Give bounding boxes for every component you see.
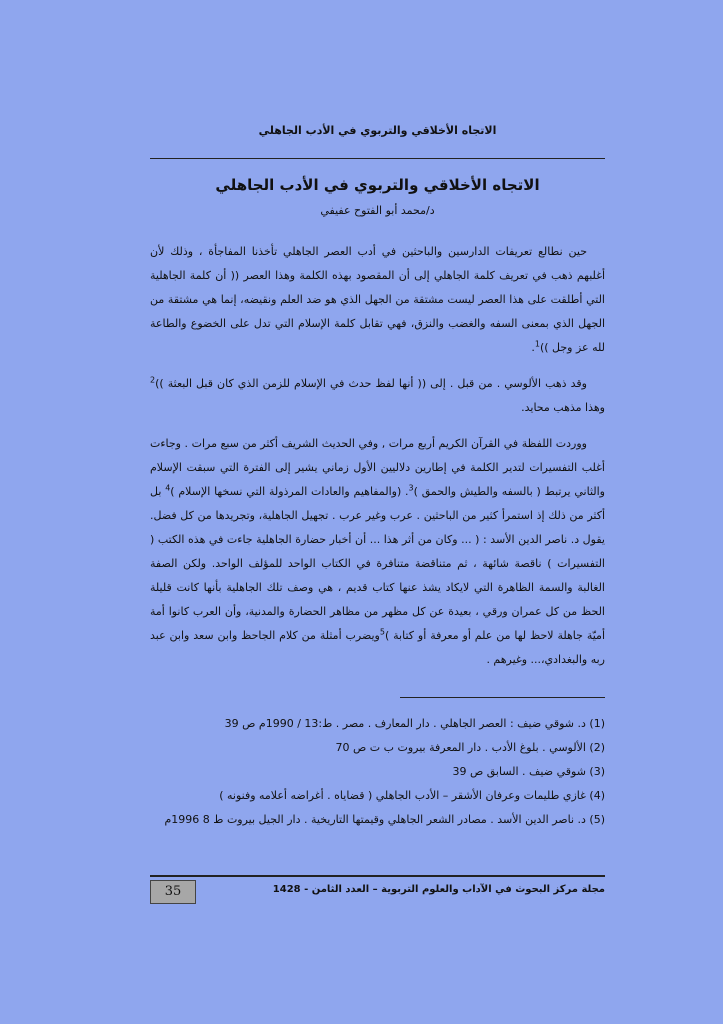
paragraph-text: بل أكثر من ذلك إذ استمرأ كثير من الباحثين . عرب وغير عرب . تجهيل الجاهلية، وتجريدها من كل فضل. يقول د. ناصر الدين الأسد : ( ... وكان من أثر هذا ... أن أخبار حضارة الجاهلية جاءت في هذه الكتب ( التفسيرات ) ناقصة شائهة ، ثم متناقضة متنافرة في الكتاب الواحد للمؤلف الواحد. ولكن الصفة الغالبة والسمة الظاهرة التي لايكاد يشذ عنها كتاب قديم ، هي وصف تلك الجاهلية بأنها كانت قليلة الحظ من كل عمران ورقي ، بعيدة عن كل مظهر من مظاهر الحضارة والمدنية، وأن العرب كانوا أمة أميّة جاهلة لاحظ لها من علم أو معرفة أو كتابة ): [150, 485, 605, 642]
paragraph-2: [150, 372, 605, 420]
page-footer: [150, 880, 605, 906]
paragraph-tail: . (والمفاهيم والعادات المرذولة التي نسخها الإسلام ): [170, 485, 409, 498]
footnote-ref-4: 4: [165, 483, 171, 493]
footnote-item: (2) الألوسي . بلوغ الأدب . دار المعرفة بيروت ب ت ص 70: [335, 741, 605, 754]
paragraph-3: [150, 432, 605, 672]
footnote-ref-2: 2: [150, 375, 156, 385]
paragraph-text: حين نطالع تعريفات الدارسين والباحثين في أدب العصر الجاهلي تأخذنا المفاجأة ، وذلك لأن أغلبهم ذهب في تعريف كلمة الجاهلي إلى أن المقصود بهذه الكلمة وهذا العصر (( أن كلمة الجاهلية التي أطلقت على هذا العصر ليست مشتقة من الجهل الذي هو ضد العلم ونقيضه، إنما هي مشتقة من الجهل الذي بمعنى السفه والغضب والنزق، فهي تقابل كلمة الإسلام التي تدل على الخضوع والطاعة لله عز وجل )): [150, 245, 605, 354]
footnote-item: (4) غازي طليمات وعرفان الأشقر – الأدب الجاهلي ( قضاياه . أغراضه أعلامه وفنونه ): [219, 789, 605, 802]
footnote-ref-3: 3: [408, 483, 414, 493]
footnote-ref-5: 5: [379, 627, 385, 637]
paragraph-tail: وهذا مذهب محايد.: [521, 401, 605, 414]
running-head: الاتجاه الأخلاقي والتربوي في الأدب الجاهلي: [258, 124, 497, 137]
footnote-item: (1) د. شوقي ضيف : العصر الجاهلي . دار المعارف . مصر . ط:13 / 1990م ص 39: [224, 717, 605, 730]
footnote-ref-1: 1: [534, 339, 540, 349]
header-divider: [150, 158, 605, 159]
paragraph-1: [150, 240, 605, 360]
article-body: [150, 240, 605, 684]
article-title: الاتجاه الأخلاقي والتربوي في الأدب الجاهلي: [215, 176, 540, 194]
paragraph-tail: ويضرب أمثلة من كلام الجاحظ وابن سعد وابن عبد ربه والبغدادي،... وغيرهم .: [150, 629, 605, 666]
page-number: 35: [150, 880, 196, 904]
footnotes: [150, 712, 605, 832]
journal-name: مجلة مركز البحوث في الآداب والعلوم التربوية – العدد الثامن - 1428: [272, 884, 605, 895]
footnote-item: (5) د. ناصر الدين الأسد . مصادر الشعر الجاهلي وقيمتها التاريخية . دار الجيل بيروت ط 8 1996م: [164, 813, 605, 826]
paragraph-tail: .: [531, 341, 535, 354]
footer-divider: [150, 875, 605, 877]
paragraph-text: وقد ذهب الألوسي . من قبل . إلى (( أنها لفظ حدث في الإسلام للزمن الذي كان قبل البعثة )): [155, 377, 587, 390]
author-name: د/محمد أبو الفتوح عفيفي: [320, 204, 435, 217]
paragraph-text: ووردت اللفظة في القرآن الكريم أربع مرات , وفي الحديث الشريف أكثر من سبع مرات . وجاءت أغلب التفسيرات لتدير الكلمة في إطارين دلاليين الأول زماني يشير إلى الفترة التي سبقت الإسلام والثاني يرتبط ( بالسفه والطيش والحمق ): [150, 437, 605, 498]
footnote-divider: [400, 697, 605, 698]
footnote-item: (3) شوقي ضيف . السابق ص 39: [452, 765, 605, 778]
